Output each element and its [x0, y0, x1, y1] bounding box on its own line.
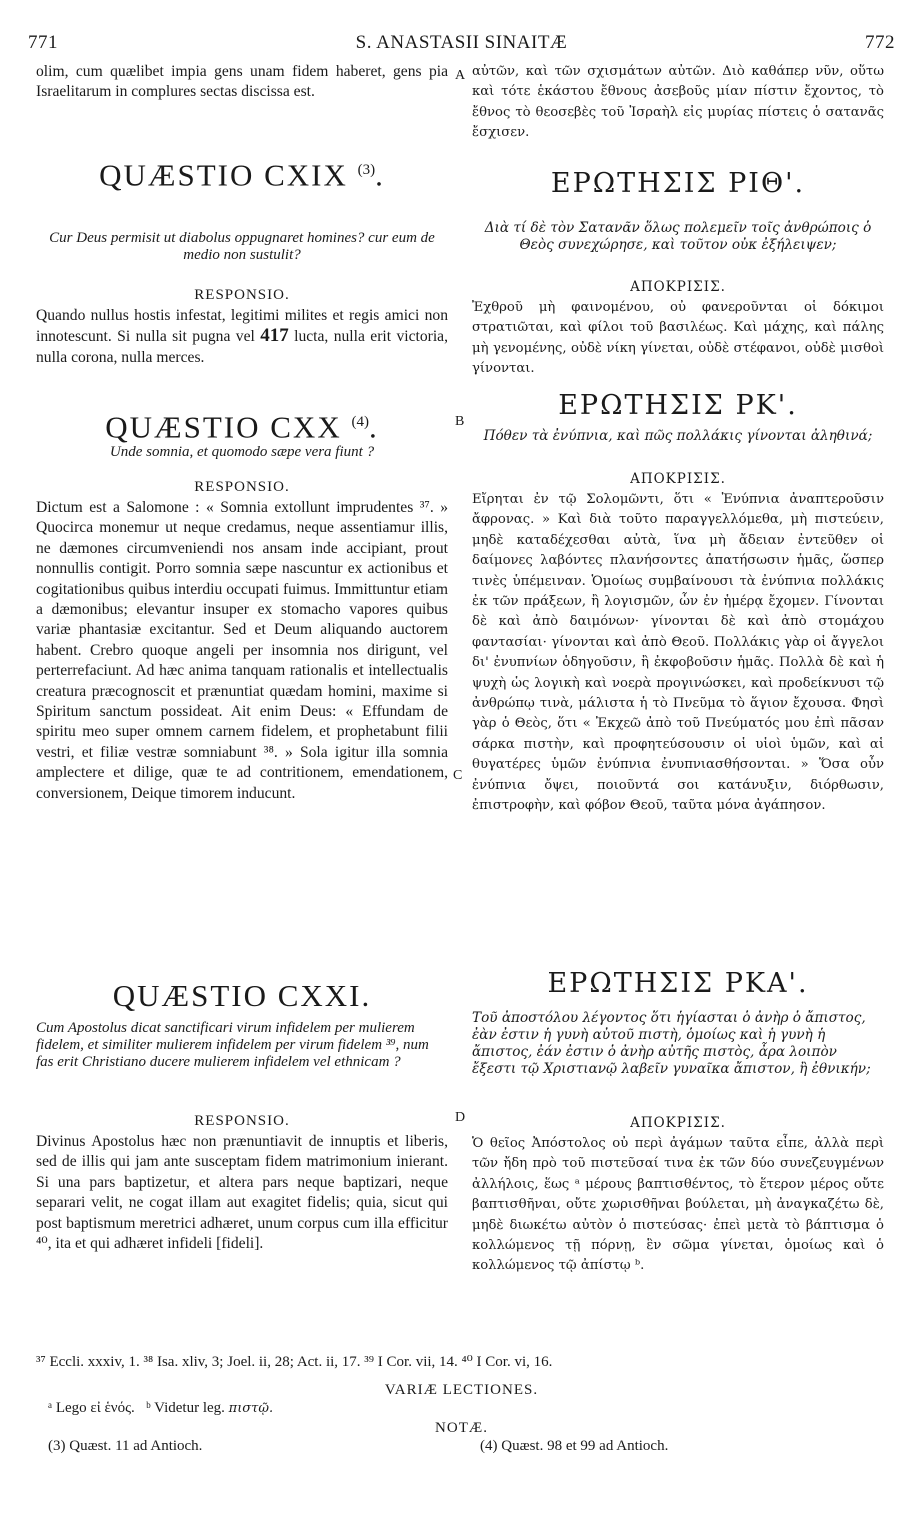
latin-q119-response-label: RESPONSIO. — [194, 287, 290, 303]
greek-q120-question: Πόθεν τὰ ἐνύπνια, καὶ πῶς πολλάκις γίνονται ἀληθινά; — [483, 428, 873, 444]
greek-q120-head-block — [472, 384, 884, 428]
latin-q119-body: Quando nullus hostis infestat, legitimi milites et regis amici non innotescunt. Si nulla sit pugna vel 417 lucta, nulla erit victoria, nulla corona, nulla merces. — [36, 307, 448, 366]
latin-q120-body: Dictum est a Salomone : « Somnia extollunt imprudentes ³⁷. » Quocirca monemur ut neque credamus, neque assentiamur illis, ne dæmones circumveniendi nos ansam inde accipiant, prout nonnullis contigit. Porro somnia sæpe nascuntur ex actionibus et cogitationibus quibus interdiu occupati fuimus. Immittuntur etiam a dæmonibus; elevantur insuper ex stomacho vapores quibus variæ phantasiæ excitantur. Sed et Deum aliquando auctorem habent. Crebro quoque angeli per insomnia nos dirigunt, vel perterrefaciunt. Ad hæc anima tanquam rationalis et intellectualis creatura præcognoscit et prænuntiat quædam homini, maxime si Spiritum sanctum possideat. Ait enim Deus: « Effundam de spiritu meo super omnem carnem fidelem, et prophetabunt filii vestri, et filiæ vestræ somniabunt ³⁸. » Sola igitur illa somnia amplectere et dilige, quæ te ad contritionem, emendationem, conversionem, Deique timorem inducunt. — [36, 499, 448, 802]
latin-intro: olim, cum quælibet impia gens unam fidem haberet, gens pia Israelitarum in complures sectas discissa est. — [36, 63, 448, 101]
greek-q121-body: Ὁ θεῖος Ἀπόστολος οὐ περὶ ἀγάμων ταῦτα εἶπε, ἀλλὰ περὶ τῶν ἤδη πρὸ τοῦ πιστεῦσαί τινα ἐκ τῶν δύο συνεζευγμένων ἀλλήλοις, ἕως ᵃ μέρους βαπτισθέντος, τὸ ἕτερον μέρος οὔτε βαπτισθῆναι, οὔτε χωρισθῆναι βούλεται, μὴ ἀναγκαζέτω δὲ, μηδὲ διωκέτω αὐτὸν ὁ πιστεύσας· ἐπεὶ μετὰ τὸ βάπτισμα ὁ κολλώμενος τῇ πόρνῃ, ἓν σῶμα γίνεται, ὁμοίως καὶ ὁ κολλώμενος τῷ ἀπίστῳ ᵇ. — [472, 1136, 884, 1274]
nota-3: (3) Quæst. 11 ad Antioch. — [48, 1438, 203, 1454]
latin-column — [36, 62, 448, 1254]
running-header — [28, 32, 895, 58]
latin-q121-head-block — [36, 974, 448, 1020]
greek-q120-heading: ΕΡΩΤΗΣΙΣ ΡΚ'. — [558, 390, 798, 421]
latin-q119-head-block — [36, 134, 448, 230]
variant-a: ᵃ Lego εἰ ἑνός. — [48, 1400, 135, 1416]
latin-q120-question: Unde somnia, et quomodo sæpe vera fiunt ? — [109, 444, 375, 460]
page-number-right: 772 — [865, 32, 895, 53]
notae-title: NOTÆ. — [435, 1420, 488, 1436]
column-number-417: 417 — [260, 325, 289, 347]
latin-q120-head-block — [36, 400, 448, 444]
greek-q119-response-label: ΑΠΟΚΡΙΣΙΣ. — [630, 279, 726, 295]
margin-letter-b: B — [455, 414, 465, 429]
greek-q119-heading: ΕΡΩΤΗΣΙΣ ΡΙΘ'. — [550, 168, 806, 199]
greek-q121-head-block — [472, 960, 884, 1010]
greek-intro: αὐτῶν, καὶ τῶν σχισμάτων αὐτῶν. Διὸ καθάπερ νῦν, οὕτω καὶ τότε ἑκάστου ἔθνους ἀσεβοῦς μίαν πίστιν ἔχοντος, τὸ ἔθνος τὸ θεοσεβὲς τοῦ Ἰσραὴλ εἰς μυρίας πίστεις ὁ σατανᾶς ἔσχισεν. — [472, 64, 884, 141]
latin-q120-response-label: RESPONSIO. — [194, 479, 290, 495]
latin-q120-heading: QUÆSTIO CXX $^{(4)}$. — [105, 409, 379, 445]
greek-q121-heading: ΕΡΩΤΗΣΙΣ ΡΚΑ'. — [547, 968, 809, 999]
latin-q121-heading: QUÆSTIO CXXI. — [112, 978, 372, 1013]
margin-letter-a: A — [455, 68, 466, 83]
margin-letter-d: D — [455, 1110, 466, 1125]
running-title: S. ANASTASII SINAITÆ — [355, 32, 568, 53]
greek-column — [472, 62, 884, 1277]
variant-b-greek: πιστῷ. — [228, 1401, 274, 1416]
variant-b: ᵇ Videtur leg. — [146, 1400, 225, 1416]
greek-q120-body: Εἴρηται ἐν τῷ Σολομῶντι, ὅτι « Ἐνύπνια ἀναπτεροῦσιν ἄφρονας. » Καὶ διὰ τοῦτο παραγγελλόμεθα, μὴ πιστεύειν, μηδὲ καταδέχεσθαι αὐτὰ, ἵνα μὴ ἄδειαν ἐντεῦθεν οἱ δαίμονες λαβόντες πλανήσοντες ἀπατήσωσιν ἡμᾶς, ὥσπερ τινὲς ὑπέμειναν. Ὁμοίως συμβαίνουσι τὰ ἐνύπνια πολλάκις ἐκ τῶν πράξεων, ἢ λογισμῶν, ὧν ἐν ἡμέρᾳ ἔχομεν. Γίνονται δὲ καὶ ἀπὸ δαιμόνων· γίνονται δὲ καὶ ἀπὸ στομάχου φαντασίαι· γίνονται καὶ ἀπὸ Θεοῦ. Πολλάκις γὰρ οἱ ἄγγελοι δι' ἐνυπνίων ὁδηγοῦσιν, ἢ ἐκφοβοῦσιν ἡμᾶς. Πολλὰ δὲ καὶ ἡ ψυχὴ ὡς λογικὴ καὶ νοερὰ προγινώσκει, καὶ προδείκνυσι τῷ ἀνθρώπῳ τινὰ, μάλιστα ἡ τὸ Πνεῦμα τὸ ἅγιον ἔχουσα. Φησὶ γὰρ ὁ Θεὸς, ὅτι « Ἐκχεῶ ἀπὸ τοῦ Πνεύματός μου ἐπὶ πᾶσαν σάρκα πιστὴν, καὶ προφητεύσουσιν οἱ υἱοὶ ὑμῶν, καὶ αἱ θυγατέρες ὑμῶν ἐνύπνια ἐνυπνιασθήσονται. » Ὅσα οὖν ἐνύπνια ὄψει, ποιοῦντά σοι κατάνυξιν, διόρθωσιν, ἐπιστροφὴν, καὶ φόβον Θεοῦ, ταῦτα μόνα ἀγάπησον. — [472, 492, 884, 814]
variae-lectiones-title: VARIÆ LECTIONES. — [384, 1382, 539, 1398]
latin-q119-heading: QUÆSTIO CXIX $^{(3)}$. — [99, 157, 385, 193]
greek-q120-response-label: ΑΠΟΚΡΙΣΙΣ. — [630, 471, 726, 487]
greek-q119-body: Ἐχθροῦ μὴ φαινομένου, οὐ φανεροῦνται οἱ δόκιμοι στρατιῶται, καὶ φίλοι τοῦ βασιλέως. Καὶ μάχης, καὶ πάλης μὴ γενομένης, οὐδὲ νίκη γίνεται, οὐδὲ στέφανοι, οὐδὲ μισθοὶ γίνονται. — [472, 300, 884, 377]
latin-q121-body: Divinus Apostolus hæc non prænuntiavit de innuptis et liberis, sed de illis qui jam ante susceptam fidem matrimonium inierant. Si una pars baptizetur, et altera pars neque baptizari, neque separari velit, ne cogat illam aut exagitet fidelis; quia, sicut qui post baptismum meretrici adhæret, unum corpus cum illa efficitur ⁴⁰, ita et qui adhæret infideli [fideli]. — [36, 1133, 448, 1253]
scripture-references: ³⁷ Eccli. xxxiv, 1. ³⁸ Isa. xliv, 3; Joel. ii, 28; Act. ii, 17. ³⁹ I Cor. vii, 14. ⁴⁰ I Cor. vi, 16. — [36, 1354, 553, 1370]
nota-4: (4) Quæst. 98 et 99 ad Antioch. — [480, 1438, 669, 1454]
greek-q119-question: Διὰ τί δὲ τὸν Σατανᾶν ὅλως πολεμεῖν τοῖς ἀνθρώποις ὁ Θεὸς συνεχώρησε, καὶ τοῦτον οὐκ ἐξήλειψεν; — [484, 220, 872, 253]
greek-q121-question: Τοῦ ἀποστόλου λέγοντος ὅτι ἡγίασται ὁ ἀνὴρ ὁ ἄπιστος, ἐὰν ἐστιν ἡ γυνὴ αὐτοῦ πιστὴ, ὁμοίως καὶ ἡ γυνὴ ἡ ἄπιστος, ἐάν ἐστιν ὁ ἀνὴρ αὐτῆς πιστὸς, ἆρα λοιπὸν ἔξεστι τῷ Χριστιανῷ λαβεῖν γυναῖκα ἄπιστον, ἢ ἐθνικήν; — [472, 1010, 871, 1077]
page-number-left: 771 — [28, 32, 58, 53]
latin-q119-question: Cur Deus permisit ut diabolus oppugnaret homines? cur eum de medio non sustulit? — [49, 230, 435, 263]
latin-q120-note-ref: (4) — [351, 414, 369, 430]
greek-q119-head-block — [472, 154, 884, 220]
latin-q119-note-ref: (3) — [357, 162, 376, 178]
margin-letter-c: C — [453, 768, 463, 783]
latin-q121-response-label: RESPONSIO. — [194, 1113, 290, 1129]
variant-readings — [48, 1398, 887, 1419]
latin-q121-question: Cum Apostolus dicat sanctificari virum infidelem per mulierem fidelem, et similiter mulierem infidelem per virum fidelem ³⁹, num fas erit Christiano ducere mulierem infidelem vel ethnicam ? — [36, 1020, 429, 1070]
greek-q121-response-label: ΑΠΟΚΡΙΣΙΣ. — [630, 1115, 726, 1131]
